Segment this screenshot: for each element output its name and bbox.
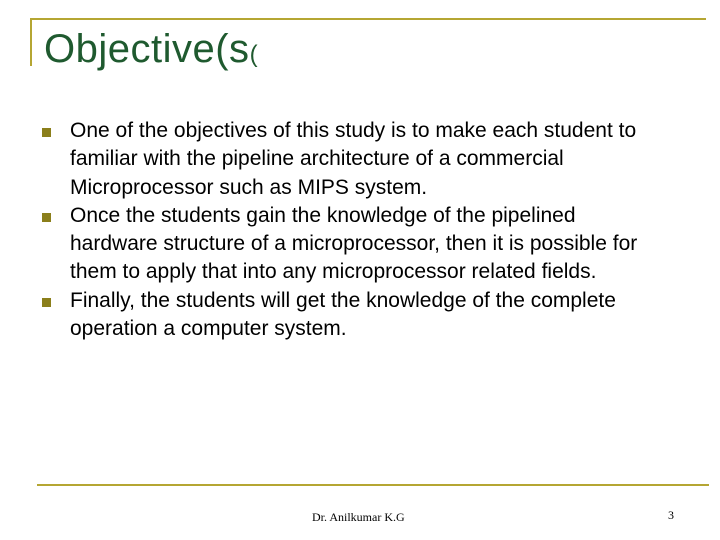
objective-item-1-text: One of the objectives of this study is to make each student to familiar with the pipeline architecture of a commercial Microprocessor such as MIPS system. <box>70 119 637 199</box>
slide-title <box>44 22 258 82</box>
title-top-rule <box>30 18 706 20</box>
objective-item-3-text: Finally, the students will get the knowledge of the complete operation a computer system. <box>70 288 616 341</box>
square-bullet-icon <box>42 128 51 137</box>
objective-item-2 <box>42 202 662 287</box>
title-left-rule <box>30 18 32 66</box>
objective-item-2-text: Once the students gain the knowledge of the pipelined hardware structure of a microprocessor, then it is possible for them to apply that into any microprocessor related fields. <box>70 203 638 284</box>
footer-rule <box>37 484 709 486</box>
square-bullet-icon <box>42 213 51 222</box>
square-bullet-icon <box>42 298 51 307</box>
slide-title-text: Objective(s <box>44 27 250 71</box>
page-number: 3 <box>668 508 674 522</box>
objective-item-3 <box>42 287 662 344</box>
footer-author: Dr. Anilkumar K.G <box>312 510 405 524</box>
objective-list <box>42 117 662 343</box>
objective-item-1 <box>42 117 662 202</box>
slide-title-paren: ( <box>249 41 259 68</box>
